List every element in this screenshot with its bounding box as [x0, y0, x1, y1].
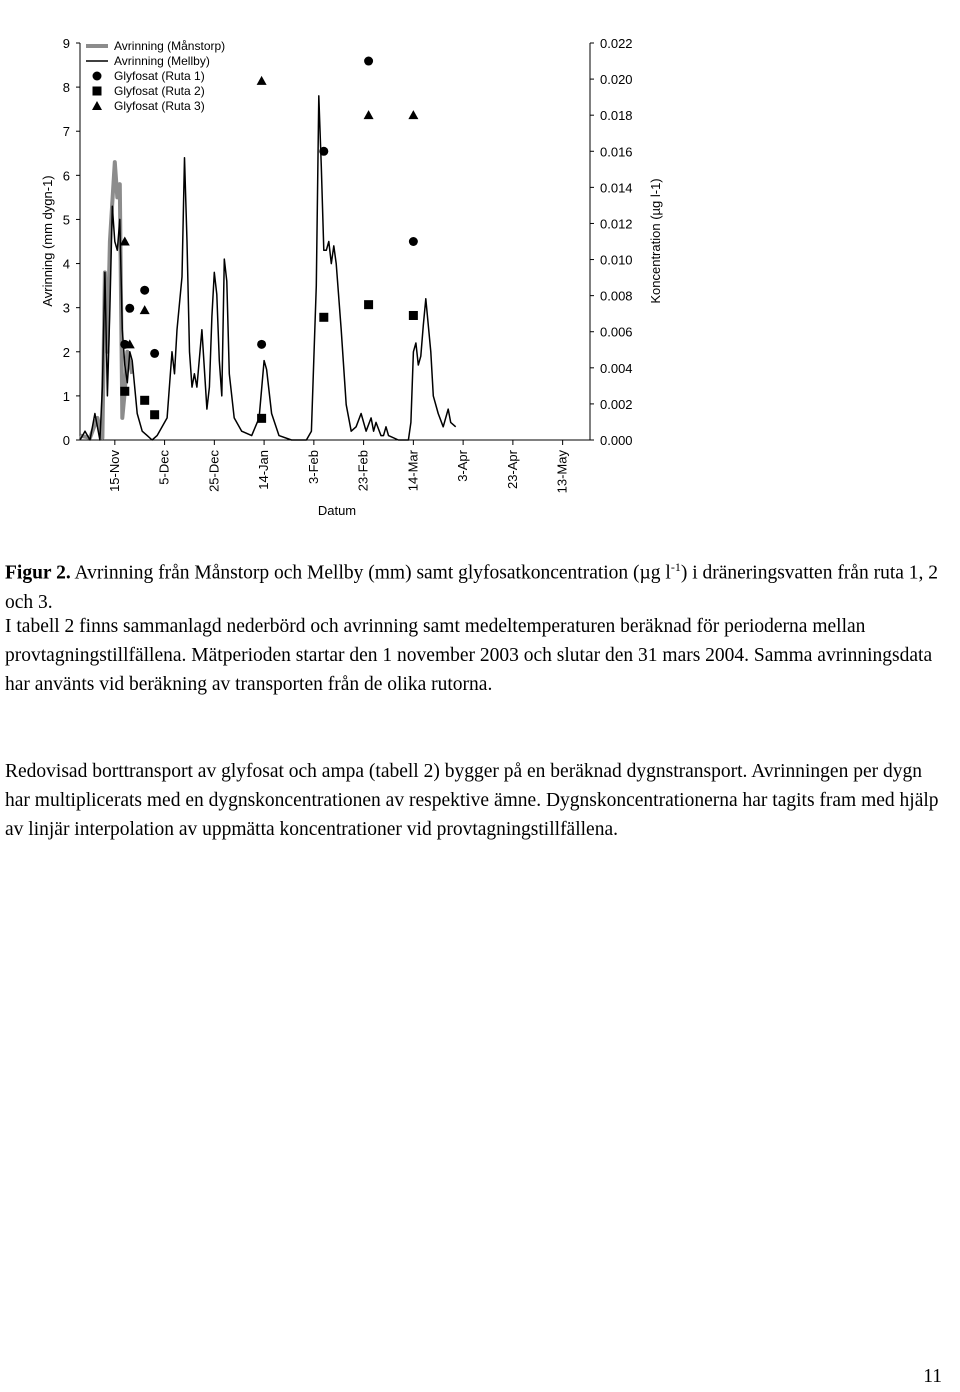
legend-marker-swatch — [92, 101, 102, 110]
legend-entry-label: Avrinning (Mellby) — [114, 54, 210, 68]
legend-marker-swatch — [93, 72, 102, 81]
left-y-tick-label: 5 — [62, 212, 70, 228]
caption-unit-exponent: -1 — [670, 560, 681, 574]
left-y-tick-label: 6 — [62, 168, 70, 184]
left-y-tick-label: 1 — [62, 388, 70, 404]
right-y-tick-label: 0.012 — [600, 216, 633, 232]
page-number: 11 — [923, 1366, 942, 1387]
right-y-tick-label: 0.006 — [600, 324, 633, 340]
legend-marker-swatch — [93, 87, 102, 96]
x-tick-label: 3-Feb — [305, 450, 321, 484]
x-tick-label: 5-Dec — [156, 450, 172, 485]
left-y-tick-label: 9 — [62, 36, 70, 51]
data-point — [140, 286, 149, 295]
left-y-tick-label: 7 — [62, 124, 70, 140]
right-y-axis-title: Koncentration (µg l-1) — [648, 178, 663, 304]
left-y-tick-label: 2 — [62, 344, 70, 360]
data-point — [319, 147, 328, 156]
runoff-concentration-chart — [0, 0, 690, 530]
data-point — [257, 414, 266, 423]
x-tick-label: 3-Apr — [455, 450, 471, 482]
left-y-axis-title: Avrinning (mm dygn-1) — [40, 175, 55, 307]
right-y-tick-label: 0.004 — [600, 360, 633, 376]
data-point — [125, 304, 134, 313]
right-y-tick-label: 0.000 — [600, 433, 633, 448]
caption-text-end: ) i dräneringsvatten från ruta 1, 2 och 3. — [5, 562, 939, 613]
right-y-tick-label: 0.010 — [600, 252, 633, 268]
right-y-tick-label: 0.020 — [600, 72, 633, 88]
data-point — [409, 311, 418, 320]
x-tick-label: 23-Feb — [355, 450, 371, 492]
data-point — [257, 76, 267, 85]
x-tick-label: 23-Apr — [504, 450, 520, 490]
caption-prefix: Figur 2. — [5, 562, 71, 584]
x-tick-label: 13-May — [554, 450, 570, 494]
left-y-tick-label: 8 — [62, 80, 70, 96]
x-tick-label: 14-Jan — [256, 450, 272, 490]
figure-caption — [5, 553, 950, 617]
caption-text: Avrinning från Månstorp och Mellby (mm) samt glyfosatkoncentration (µg l — [70, 562, 671, 584]
series-line-avrinning-mellby- — [80, 96, 456, 440]
legend-entry-label: Glyfosat (Ruta 1) — [114, 69, 205, 83]
body-paragraph-1: I tabell 2 finns sammanlagd nederbörd och avrinning samt medeltemperaturen beräknad för perioderna mellan provtagningstillfällena. Mätperioden startar den 1 november 2003 och slutar den 31 mars 2004. Samma avrinningsdata har använts vid beräkning av transporten från de olika rutorna. — [5, 616, 933, 695]
legend-entry-label: Avrinning (Månstorp) — [114, 39, 226, 53]
data-point — [257, 340, 266, 349]
right-y-tick-label: 0.022 — [600, 36, 633, 51]
left-y-tick-label: 3 — [62, 300, 70, 316]
left-y-tick-label: 4 — [62, 256, 70, 272]
data-point — [140, 305, 150, 314]
data-point — [150, 410, 159, 419]
right-y-tick-label: 0.016 — [600, 144, 633, 160]
data-point — [319, 313, 328, 322]
right-y-tick-label: 0.014 — [600, 180, 633, 196]
legend-entry-label: Glyfosat (Ruta 3) — [114, 99, 205, 113]
data-point — [120, 387, 129, 396]
data-point — [408, 110, 418, 119]
left-y-tick-label: 0 — [62, 433, 70, 448]
right-y-tick-label: 0.018 — [600, 108, 633, 124]
right-y-tick-label: 0.008 — [600, 288, 633, 304]
data-point — [364, 110, 374, 119]
x-axis-title: Datum — [317, 503, 357, 518]
data-point — [150, 349, 159, 358]
data-point — [364, 300, 373, 309]
right-y-tick-label: 0.002 — [600, 396, 633, 412]
body-paragraph-2: Redovisad borttransport av glyfosat och ampa (tabell 2) bygger på en beräknad dygnstransport. Avrinningen per dygn har multiplicerats med en dygnskoncentrationen av respektive ämne. Dygnskoncentrationerna har tagits fram med hjälp av linjär interpolation av uppmätta koncentrationer vid provtagningstillfällena. — [5, 761, 939, 840]
data-point — [409, 237, 418, 246]
x-tick-label: 15-Nov — [106, 450, 122, 492]
x-tick-label: 25-Dec — [206, 450, 222, 492]
data-point — [140, 396, 149, 405]
x-tick-label: 14-Mar — [405, 450, 421, 492]
legend-entry-label: Glyfosat (Ruta 2) — [114, 84, 205, 98]
data-point — [364, 57, 373, 66]
